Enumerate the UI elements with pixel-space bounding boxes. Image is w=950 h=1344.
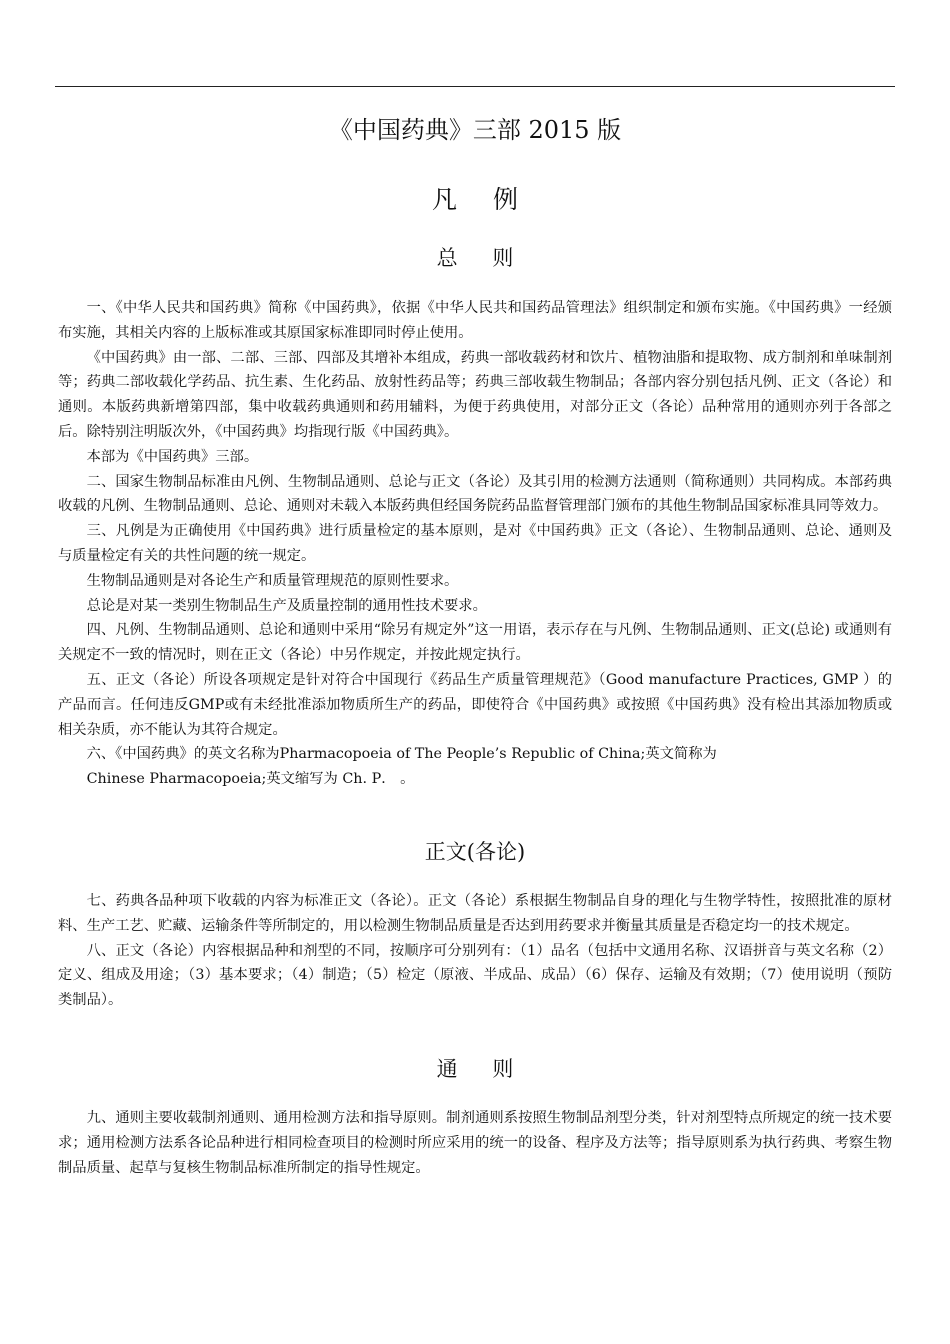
paragraph: 八、正文（各论）内容根据品种和剂型的不同，按顺序可分别列有：（1）品名（包括中文通用名称、汉语拼音与英文名称（2）定义、组成及用途；（3）基本要求；（4）制造；（5）检定（原液、半成品、成品）（6）保存、运输及有效期；（7）使用说明（预防类制品）。: [58, 942, 892, 1009]
paragraph: 一、《中华人民共和国药典》简称《中国药典》，依据《中华人民共和国药品管理法》组织制定和颁布实施。《中国药典》一经颁布实施，其相关内容的上版标准或其原国家标准即同时停止使用。: [58, 300, 892, 341]
paragraph: 四、凡例、生物制品通则、总论和通则中采用“除另有规定外”这一用语，表示存在与凡例、生物制品通则、正文(总论) 或通则有关规定不一致的情况时，则在正文（各论）中另作规定，并按此规定执行。: [58, 622, 892, 664]
section-general-chapters: [58, 1106, 892, 1180]
header-rule: [55, 86, 895, 87]
paragraph: 六、《中国药典》的英文名称为Pharmacopoeia of The People’s Republic of China;英文简称为: [86, 746, 717, 763]
section-heading-general-chapters: 通 则: [436, 1057, 528, 1081]
paragraph: Chinese Pharmacopoeia;英文缩写为 Ch. P． 。: [86, 771, 415, 788]
main-heading: 凡 例: [432, 185, 532, 214]
document-title: 《中国药典》三部 2015 版: [328, 116, 622, 144]
section-heading-monographs: 正文(各论): [424, 840, 526, 864]
paragraph: 七、药典各品种项下收载的内容为标准正文（各论）。正文（各论）系根据生物制品自身的理化与生物学特性，按照批准的原材料、生产工艺、贮藏、运输条件等所制定的，用以检测生物制品质量是否达到用药要求并衡量其质量是否稳定均一的技术规定。: [58, 893, 892, 934]
paragraph: 二、国家生物制品标准由凡例、生物制品通则、总论与正文（各论）及其引用的检测方法通则（简称通则）共同构成。本部药典收载的凡例、生物制品通则、总论、通则对未载入本版药典但经国务院药品监督管理部门颁布的其他生物制品国家标准具同等效力。: [58, 473, 892, 515]
paragraph: 《中国药典》由一部、二部、三部、四部及其增补本组成，药典一部收载药材和饮片、植物油脂和提取物、成方制剂和单味制剂等；药典二部收载化学药品、抗生素、生化药品、放射性药品等；药典三部收载生物制品；各部内容分别包括凡例、正文（各论）和通则。本版药典新增第四部，集中收载药典通则和药用辅料，为便于药典使用，对部分正文（各论）品种常用的通则亦列于各部之后。除特别注明版次外，《中国药典》均指现行版《中国药典》。: [58, 349, 892, 440]
paragraph: 三、凡例是为正确使用《中国药典》进行质量检定的基本原则，是对《中国药典》正文（各论）、生物制品通则、总论、通则及与质量检定有关的共性问题的统一规定。: [58, 523, 892, 564]
section-heading-general: 总 则: [436, 246, 528, 270]
paragraph: 九、通则主要收载制剂通则、通用检测方法和指导原则。制剂通则系按照生物制品剂型分类，针对剂型特点所规定的统一技术要求；通用检测方法系各论品种进行相同检查项目的检测时所应采用的统一的设备、程序及方法等；指导原则系为执行药典、考察生物制品质量、起草与复核生物制品标准所制定的指导性规定。: [58, 1110, 892, 1176]
paragraph: 本部为《中国药典》三部。: [86, 448, 259, 465]
section-general: [58, 296, 892, 792]
section-monographs: [58, 889, 892, 1013]
paragraph: 总论是对某一类别生物制品生产及质量控制的通用性技术要求。: [86, 597, 487, 614]
paragraph: 生物制品通则是对各论生产和质量管理规范的原则性要求。: [86, 572, 459, 589]
paragraph: 五、正文（各论）所设各项规定是针对符合中国现行《药品生产质量管理规范》（Good manufacture Practices, GMP ）的产品而言。任何违反GMP或有未经批准添加物质所生产的药品，即使符合《中国药典》或按照《中国药典》没有检出其添加物质或相关杂质，亦不能认为其符合规定。: [58, 671, 892, 738]
